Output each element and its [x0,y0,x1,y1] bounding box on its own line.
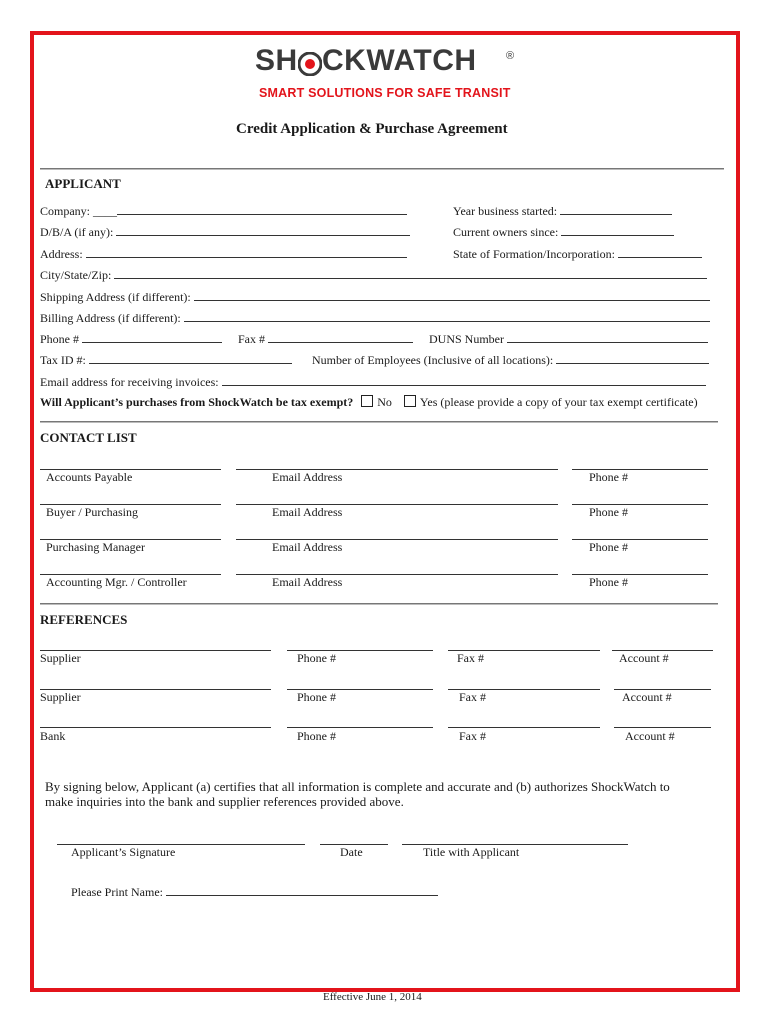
applicant-heading: APPLICANT [45,176,121,191]
page-title: Credit Application & Purchase Agreement [236,121,508,137]
print-name-label: Please Print Name: [71,885,163,899]
certification-line-2: make inquiries into the bank and supplier references provided above. [45,794,404,809]
reference-fax-label: Fax # [459,729,486,743]
company-label: Company: ____ [40,204,117,218]
dba-label: D/B/A (if any): [40,225,114,239]
contact-role: Accounting Mgr. / Controller [46,575,187,589]
contact-phone-label: Phone # [589,575,628,589]
logo [255,44,298,78]
reference-phone-label: Phone # [297,729,336,743]
contact-email-label: Email Address [272,540,343,554]
reference-account-label: Account # [619,651,669,665]
current-owners-label: Current owners since: [453,225,559,239]
year-started-field[interactable] [453,203,672,219]
contact-role: Purchasing Manager [46,540,145,554]
date-label: Date [340,845,363,859]
no-checkbox[interactable] [361,395,373,407]
logo-target-icon [298,52,322,76]
references-heading: REFERENCES [40,612,128,627]
fax-label: Fax # [238,332,265,346]
reference-name: Supplier [40,690,81,704]
effective-date: Effective June 1, 2014 [323,991,422,1003]
tax-id-label: Tax ID #: [40,353,86,367]
no-label: No [377,395,392,409]
contact-phone-label: Phone # [589,540,628,554]
shipping-address-field[interactable] [40,289,710,305]
reference-account-label: Account # [625,729,675,743]
print-name-field[interactable] [71,884,438,900]
billing-address-field[interactable] [40,310,710,326]
logo-wordmark-left: SH [255,44,298,77]
num-employees-label: Number of Employees (Inclusive of all locations): [312,353,554,367]
yes-checkbox[interactable] [404,395,416,407]
contact-role: Accounts Payable [46,470,133,484]
address-label: Address: [40,247,83,261]
address-field[interactable] [40,246,407,262]
certification-line-1: By signing below, Applicant (a) certifies that all information is complete and accurate and (b) authorizes ShockWatch to [45,779,670,794]
duns-field[interactable] [429,331,708,347]
applicant-signature-label: Applicant’s Signature [71,845,176,859]
email-invoices-field[interactable] [40,374,706,390]
city-state-zip-field[interactable] [40,267,707,283]
phone-field[interactable] [40,331,222,347]
reference-name: Bank [40,729,66,743]
city-state-zip-label: City/State/Zip: [40,268,112,282]
fax-field[interactable] [238,331,413,347]
reference-fax-label: Fax # [459,690,486,704]
reference-phone-label: Phone # [297,651,336,665]
contact-role: Buyer / Purchasing [46,505,138,519]
dba-field[interactable] [40,224,410,240]
billing-address-label: Billing Address (if different): [40,311,181,325]
contact-email-label: Email Address [272,575,343,589]
tax-exempt-row [40,395,698,410]
tax-exempt-question: Will Applicant’s purchases from ShockWatch be tax exempt? [40,395,354,409]
state-formation-label: State of Formation/Incorporation: [453,247,615,261]
year-started-label: Year business started: [453,204,558,218]
duns-label: DUNS Number [429,332,504,346]
phone-label: Phone # [40,332,79,346]
company-field[interactable] [40,203,407,219]
num-employees-field[interactable] [312,352,709,368]
title-with-applicant-label: Title with Applicant [423,845,520,859]
registered-mark: ® [506,50,515,62]
logo-wordmark-right: CKWATCH [322,44,477,77]
title-divider [40,168,724,170]
contact-list-heading: CONTACT LIST [40,430,137,445]
contact-email-label: Email Address [272,470,343,484]
state-formation-field[interactable] [453,246,702,262]
yes-label: Yes (please provide a copy of your tax exempt certificate) [419,395,698,409]
email-invoices-label: Email address for receiving invoices: [40,375,219,389]
reference-account-label: Account # [622,690,672,704]
reference-fax-label: Fax # [457,651,484,665]
contact-phone-label: Phone # [589,505,628,519]
contact-divider [40,603,718,605]
contact-email-label: Email Address [272,505,343,519]
shipping-address-label: Shipping Address (if different): [40,290,191,304]
applicant-divider [40,421,718,423]
reference-name: Supplier [40,651,81,665]
contact-phone-label: Phone # [589,470,628,484]
tax-id-field[interactable] [40,352,292,368]
logo-tagline: SMART SOLUTIONS FOR SAFE TRANSIT [259,86,511,100]
current-owners-field[interactable] [453,224,674,240]
reference-phone-label: Phone # [297,690,336,704]
